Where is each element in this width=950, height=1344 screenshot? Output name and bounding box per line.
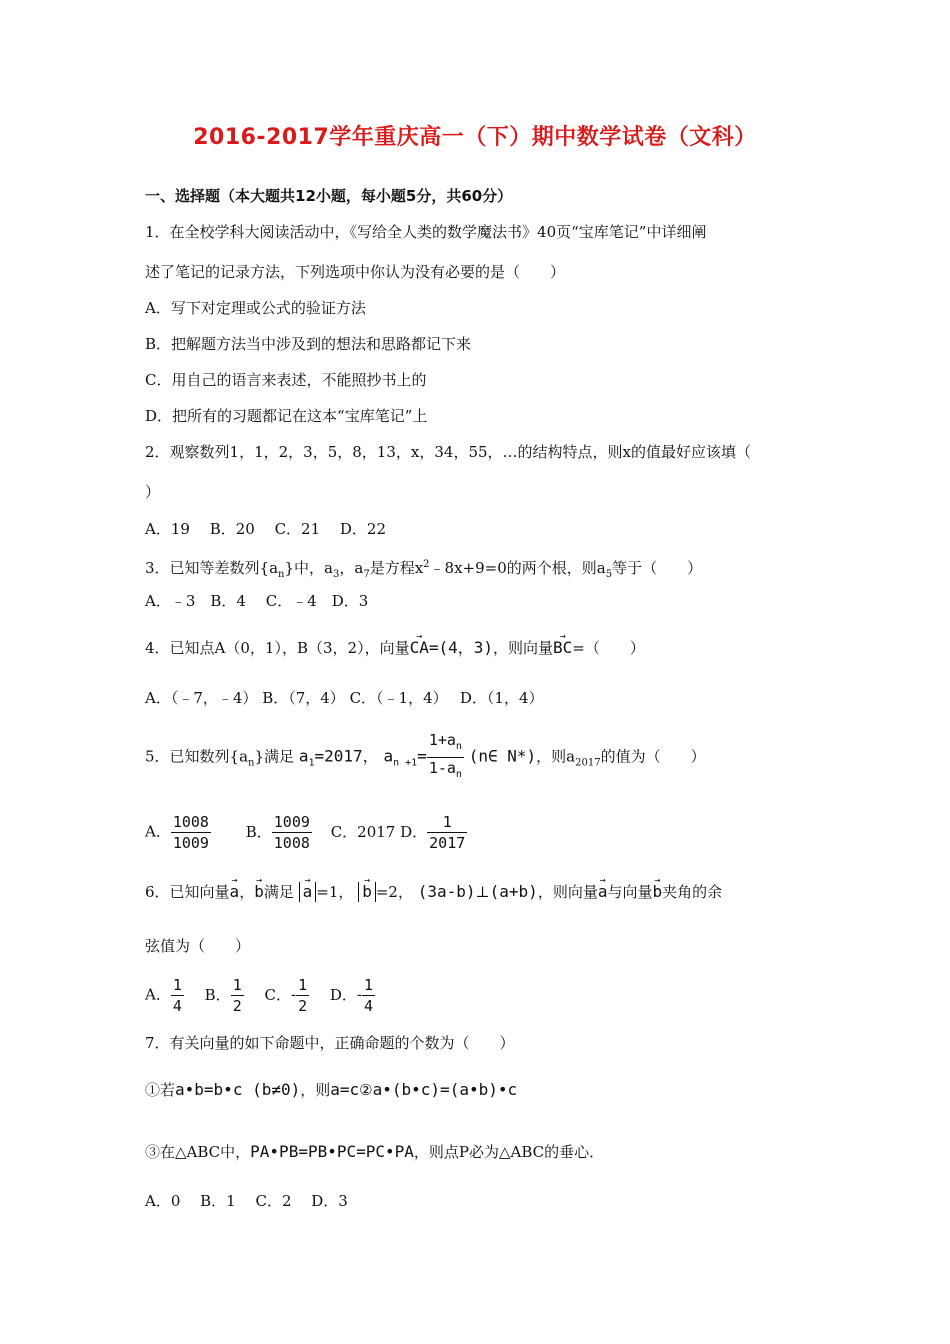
q7-p2-expression: a•(b•c)=(a•b)•c <box>372 1080 518 1099</box>
q4-options: A．（﹣7，﹣4） B．（7，4） C．（﹣1，4） D．（1，4） <box>145 689 544 707</box>
q7-proposition-3 <box>145 1142 604 1162</box>
q6-option-a-fraction <box>171 975 184 1016</box>
q3-text-2: }中，a <box>284 559 333 577</box>
q7-p1-expression: a•b=b•c (b≠0) <box>175 1080 301 1099</box>
q5-a1-sub: 1 <box>308 757 315 769</box>
q3-sub-7: 7 <box>363 569 370 580</box>
q5-option-b-label: B． <box>245 822 272 841</box>
q5-denominator-sub: n <box>455 769 462 780</box>
q5-condition: (n∈ N*) <box>468 746 537 766</box>
q5-option-b-numerator: 1009 <box>273 813 310 831</box>
q6-option-b-denominator: 2 <box>232 997 242 1015</box>
q6-option-c-denominator: 2 <box>298 997 308 1015</box>
q5-an: a <box>383 746 394 766</box>
q2-stem-line1: 2．观察数列1，1，2，3，5，8，13，x，34，55，…的结构特点，则x的值最好应该填（ <box>145 443 751 461</box>
q7-options: A．0 B．1 C．2 D．3 <box>145 1192 348 1210</box>
q3-text-6: 等于（ ） <box>612 559 703 577</box>
q1-option-c: C．用自己的语言来表述，不能照抄书上的 <box>145 371 427 389</box>
q5-option-b-denominator: 1008 <box>273 834 310 852</box>
q6-option-a-denominator: 4 <box>172 997 182 1015</box>
q7-p3-expression: PA•PB=PB•PC=PC•PA <box>250 1142 414 1161</box>
q7-p1-then: ，则 <box>300 1081 331 1099</box>
q5-sub-2017: 2017 <box>575 757 601 769</box>
q7-proposition-1-2 <box>145 1080 517 1100</box>
q5-option-a-fraction <box>171 812 211 853</box>
q5-option-a-denominator: 1009 <box>172 834 209 852</box>
q2-stem-line2: ） <box>145 483 161 501</box>
q6-option-d-numerator: 1 <box>363 976 374 994</box>
q6-abs-a: → a <box>299 882 317 902</box>
q6-option-d-fraction <box>362 975 375 1016</box>
q6-text-4: 与向量 <box>607 883 653 901</box>
q4-vector-bc: → BC <box>553 638 572 658</box>
q6-option-d-denominator: 4 <box>363 997 374 1015</box>
q6-expr-2: (a+b) <box>489 882 538 901</box>
page-title: 2016-2017学年重庆高一（下）期中数学试卷（文科） <box>193 125 757 150</box>
q5-option-d-numerator: 1 <box>427 812 467 833</box>
q6-option-a-label: A． <box>145 985 171 1004</box>
q6-text-1: 6．已知向量 <box>145 883 230 901</box>
q5-option-d-fraction <box>427 812 467 853</box>
q6-separator: ， <box>239 883 255 901</box>
q4-vector-ca-value: =(4，3) <box>428 638 494 657</box>
q6-abs-b: → b <box>358 882 376 902</box>
q5-option-b-fraction <box>272 812 312 853</box>
q5-options <box>145 812 467 853</box>
q6-text-2: 满足 <box>263 883 294 901</box>
q4-vector-ca: → CA <box>410 638 429 658</box>
q4-text-3: =（ ） <box>572 639 645 657</box>
q5-option-c-d-label: C．2017 D． <box>330 822 428 841</box>
q7-p1-result: a=c <box>330 1080 360 1099</box>
q3-text-1: 3．已知等差数列{a <box>145 559 279 577</box>
q5-an-sub: n +1 <box>393 757 418 769</box>
q1-option-a: A．写下对定理或公式的验证方法 <box>145 299 366 317</box>
q5-a1: a <box>298 746 309 766</box>
q5-text-4: 的值为（ ） <box>600 747 706 766</box>
q5-recurrence-fraction <box>427 730 464 785</box>
q6-perp-symbol: ⊥ <box>475 883 490 901</box>
q5-option-a-numerator: 1008 <box>172 813 209 831</box>
q7-stem: 7．有关向量的如下命题中，正确命题的个数为（ ） <box>145 1034 515 1052</box>
q6-vector-b-2: → b <box>652 882 662 902</box>
q1-option-d: D．把所有的习题都记在这本“宝库笔记”上 <box>145 407 428 425</box>
q5-a1-value: =2017， <box>314 746 379 766</box>
q5-numerator: 1+a <box>428 731 456 749</box>
q3-text-4: 是方程x <box>369 559 424 577</box>
q5-option-d-denominator: 2017 <box>429 834 466 852</box>
q6-vector-a: → a <box>230 882 240 902</box>
section-heading: 一、选择题（本大题共12小题，每小题5分，共60分） <box>145 187 513 205</box>
q6-option-c-numerator: 1 <box>298 976 308 994</box>
q3-options: A．﹣3 B．4 C．﹣4 D．3 <box>145 592 369 610</box>
q6-option-c-label: C． <box>264 985 291 1004</box>
q7-p3-end: ，则点P必为△ABC的垂心． <box>413 1143 605 1161</box>
q7-p1-label: ①若 <box>145 1081 176 1099</box>
q3-sub-n: n <box>278 569 285 580</box>
q3-stem <box>145 555 702 585</box>
q6-stem-line2: 弦值为（ ） <box>145 937 251 955</box>
q1-stem-line2: 述了笔记的记录方法，下列选项中你认为没有必要的是（ ） <box>145 263 566 281</box>
q7-p2-label: ② <box>359 1081 373 1099</box>
q6-expr-1: (3a-b) <box>417 882 476 901</box>
q3-text-3: ，a <box>339 559 364 577</box>
q6-text-3: ，则向量 <box>537 883 598 901</box>
q3-sub-3: 3 <box>332 569 340 580</box>
q5-option-a-label: A． <box>145 822 171 841</box>
q3-sub-5: 5 <box>605 569 613 580</box>
q5-stem <box>145 730 706 785</box>
q5-text-1: 5．已知数列{a <box>145 747 249 766</box>
q6-stem-line1 <box>145 882 722 902</box>
q6-option-b-label: B． <box>204 985 231 1004</box>
q5-numerator-sub: n <box>455 741 462 752</box>
q4-stem <box>145 638 645 658</box>
q1-option-b: B．把解题方法当中涉及到的想法和思路都记下来 <box>145 335 472 353</box>
q3-sup-2: 2 <box>423 559 430 570</box>
q6-vector-a-2: → a <box>598 882 608 902</box>
q6-vector-b: → b <box>254 882 264 902</box>
q7-p3-label: ③在△ABC中， <box>145 1143 251 1161</box>
q4-text-1: 4．已知点A（0，1），B（3，2），向量 <box>145 639 410 657</box>
q3-text-5: ﹣8x+9=0的两个根，则a <box>429 559 606 577</box>
q5-text-2: }满足 <box>254 747 295 766</box>
q6-text-5: 夹角的余 <box>662 883 723 901</box>
q5-denominator: 1-a <box>428 759 456 777</box>
q5-equals: = <box>417 746 427 766</box>
q6-option-d-label: D． <box>329 985 357 1004</box>
q6-option-a-numerator: 1 <box>172 976 182 994</box>
q6-eq2: =2， <box>375 883 413 901</box>
q6-options: A． $\frac{1}{4}$ B． $\frac{1}{2}$ C．- $\frac{1}{2}$ D．- $\frac{1}{4}$ <box>145 976 374 1015</box>
q1-stem-line1: 1．在全校学科大阅读活动中，《写给全人类的数学魔法书》40页“宝库笔记”中详细阐 <box>145 223 707 241</box>
q6-eq1: =1， <box>316 883 354 901</box>
q4-text-2: ，则向量 <box>493 639 554 657</box>
q5-text-3: ，则a <box>536 747 576 766</box>
q6-option-b-fraction <box>231 975 244 1016</box>
q5-sub-n: n <box>248 757 255 769</box>
q6-option-b-numerator: 1 <box>232 976 242 994</box>
q6-option-c-fraction <box>296 975 309 1016</box>
q2-options: A．19 B．20 C．21 D．22 <box>145 520 387 538</box>
